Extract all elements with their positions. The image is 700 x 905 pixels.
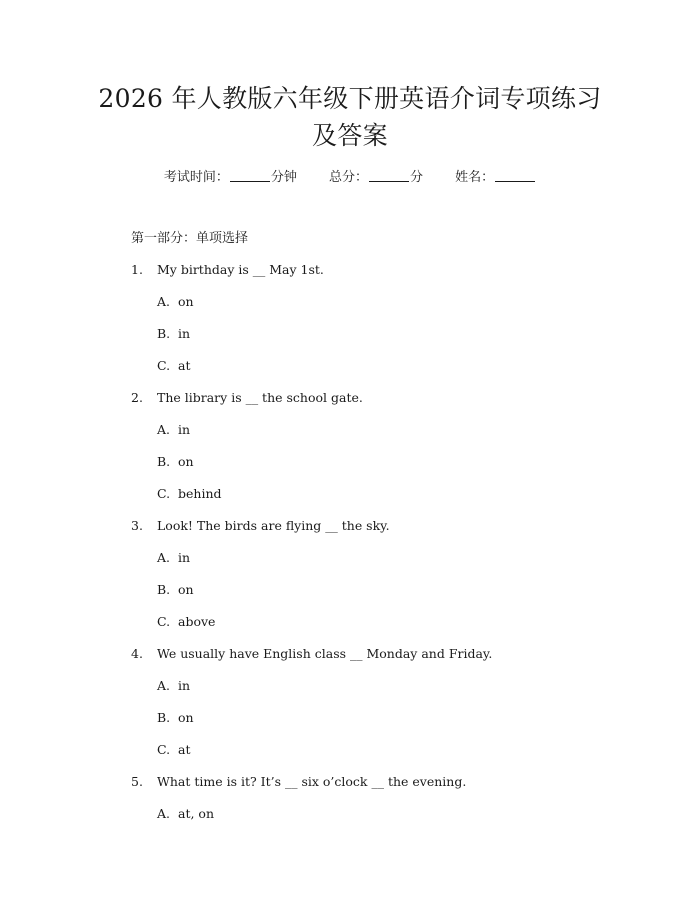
- option-1a[interactable]: [131, 292, 492, 324]
- student-name: [455, 168, 536, 188]
- option-4a[interactable]: [131, 676, 492, 708]
- option-2b[interactable]: [131, 452, 492, 484]
- exam-info: [0, 168, 700, 188]
- option-text: in: [178, 678, 191, 693]
- option-text: at: [178, 358, 191, 373]
- question-number: 1.: [131, 262, 143, 277]
- option-text: behind: [178, 486, 222, 501]
- total-score-unit: 分: [410, 170, 424, 185]
- document-title: [60, 80, 640, 154]
- option-letter: C.: [157, 358, 171, 373]
- option-letter: A.: [157, 678, 171, 693]
- question-text: The library is __ the school gate.: [157, 390, 363, 405]
- student-name-blank[interactable]: [495, 169, 535, 182]
- question-3: [131, 516, 492, 548]
- option-4b[interactable]: [131, 708, 492, 740]
- option-letter: A.: [157, 806, 171, 821]
- option-letter: B.: [157, 454, 171, 469]
- option-letter: C.: [157, 742, 171, 757]
- exam-time-blank[interactable]: [230, 169, 270, 182]
- total-score: [329, 168, 423, 188]
- question-text: What time is it? It’s __ six o’clock __ the evening.: [157, 774, 467, 789]
- exam-time: [164, 168, 297, 188]
- option-2c[interactable]: [131, 484, 492, 516]
- option-text: on: [178, 582, 194, 597]
- question-number: 5.: [131, 774, 143, 789]
- option-letter: A.: [157, 294, 171, 309]
- question-number: 2.: [131, 390, 143, 405]
- question-text: We usually have English class __ Monday and Friday.: [157, 646, 493, 661]
- total-score-label: 总分：: [328, 170, 368, 185]
- option-text: on: [178, 454, 194, 469]
- question-text: My birthday is __ May 1st.: [157, 262, 324, 277]
- title-line-1: 2026 年人教版六年级下册英语介词专项练习: [98, 84, 602, 113]
- option-letter: C.: [157, 486, 171, 501]
- option-letter: C.: [157, 614, 171, 629]
- option-3c[interactable]: [131, 612, 492, 644]
- option-1b[interactable]: [131, 324, 492, 356]
- question-5: [131, 772, 492, 804]
- section-title: 第一部分：单项选择: [131, 231, 249, 246]
- option-4c[interactable]: [131, 740, 492, 772]
- exam-time-label: 考试时间：: [163, 170, 229, 185]
- option-letter: B.: [157, 326, 171, 341]
- student-name-label: 姓名：: [455, 170, 495, 185]
- option-letter: B.: [157, 582, 171, 597]
- option-3b[interactable]: [131, 580, 492, 612]
- option-1c[interactable]: [131, 356, 492, 388]
- question-2: [131, 388, 492, 420]
- title-line-2: 及答案: [312, 121, 388, 150]
- total-score-blank[interactable]: [369, 169, 409, 182]
- question-4: [131, 644, 492, 676]
- option-text: in: [178, 326, 191, 341]
- exam-time-unit: 分钟: [270, 170, 297, 185]
- question-number: 3.: [131, 518, 143, 533]
- question-list: [131, 260, 492, 836]
- question-text: Look! The birds are flying __ the sky.: [157, 518, 390, 533]
- option-text: on: [178, 710, 194, 725]
- option-text: above: [178, 614, 216, 629]
- option-text: at, on: [178, 806, 214, 821]
- question-1: [131, 260, 492, 292]
- question-number: 4.: [131, 646, 143, 661]
- option-3a[interactable]: [131, 548, 492, 580]
- option-text: in: [178, 422, 191, 437]
- option-letter: A.: [157, 422, 171, 437]
- option-letter: A.: [157, 550, 171, 565]
- option-text: in: [178, 550, 191, 565]
- option-2a[interactable]: [131, 420, 492, 452]
- option-text: on: [178, 294, 194, 309]
- option-letter: B.: [157, 710, 171, 725]
- option-text: at: [178, 742, 191, 757]
- option-5a[interactable]: [131, 804, 492, 836]
